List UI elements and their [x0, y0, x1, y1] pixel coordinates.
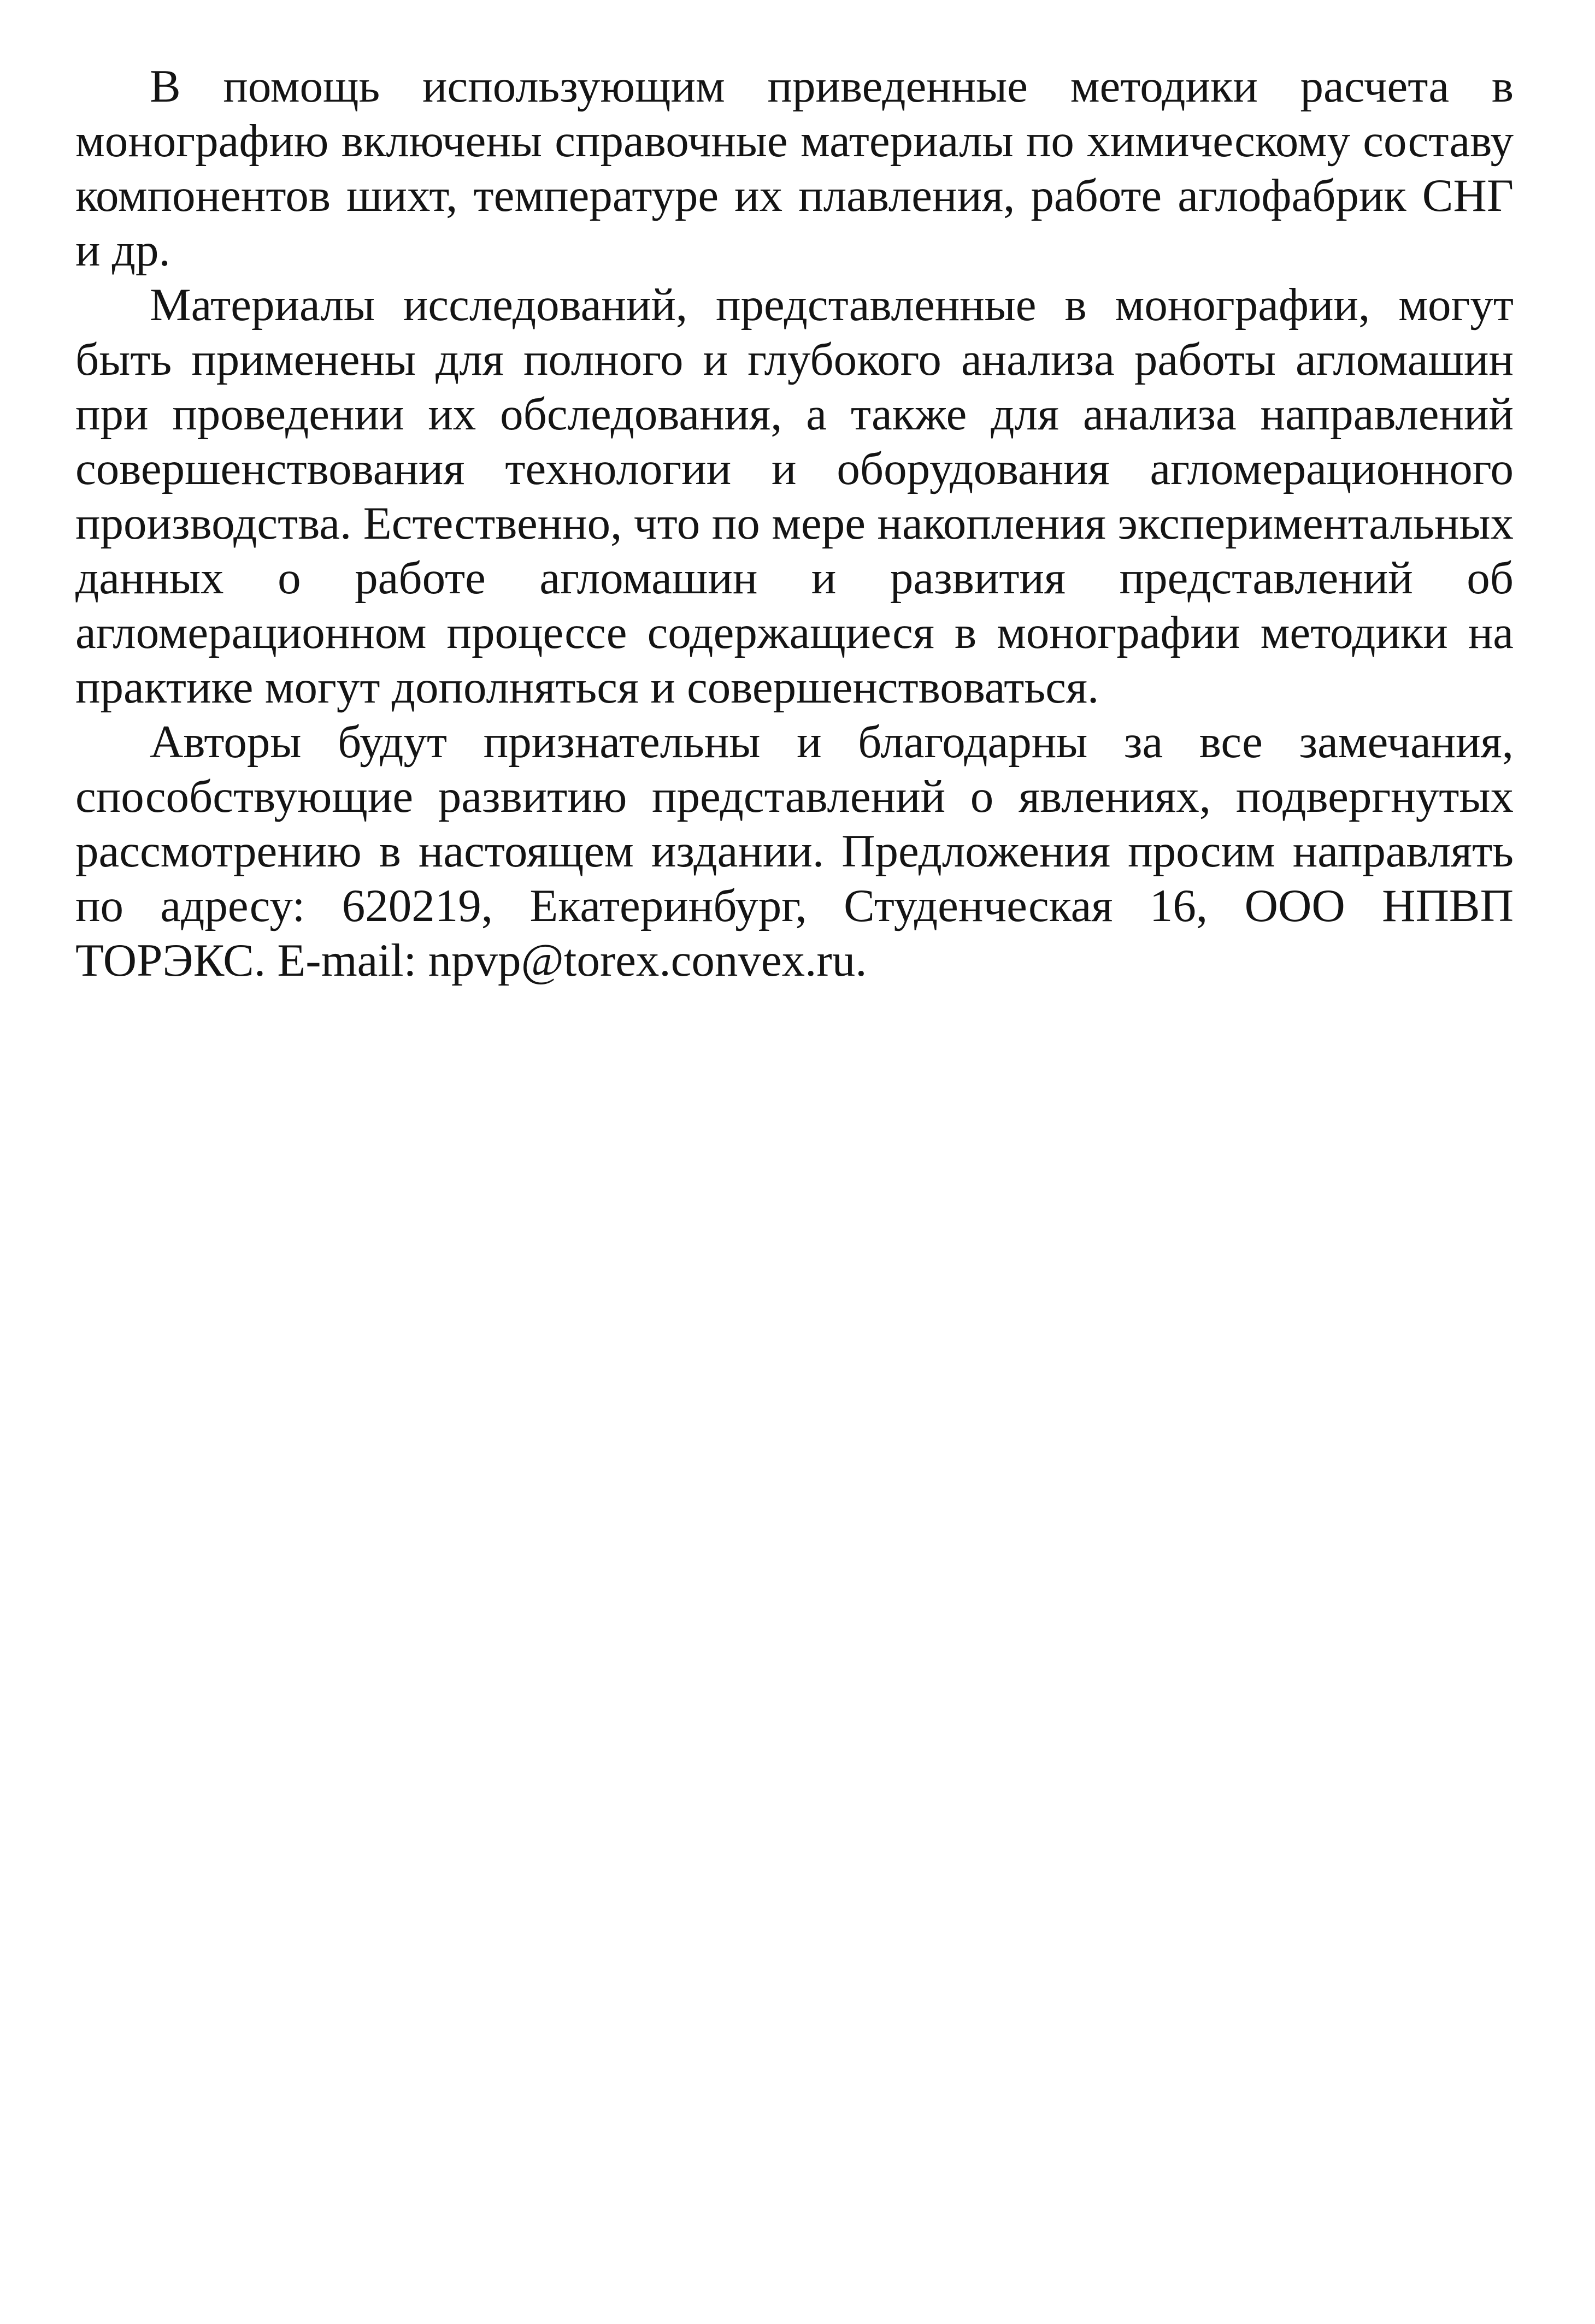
body-text: [75, 59, 1514, 988]
paragraph-research-materials: Материалы исследований, представленные в монографии, могут быть применены для полного и глубокого анализа работы агломашин при проведении их обследования, а также для анализа направлений совершенствования технологии и оборудования агломерационного производства. Естественно, что по мере накопления экспериментальных данных о работе агломашин и развития представлений об агломерационном процессе содержащиеся в монографии методики на практике могут дополняться и совершенствоваться.: [75, 279, 1514, 713]
paragraph-reference-materials: В помощь использующим приведенные методики расчета в монографию включены справочные материалы по химическому составу компонентов шихт, температуре их плавления, работе аглофабрик СНГ и др.: [75, 61, 1514, 276]
paragraph-authors-contact: Авторы будут признательны и благодарны за все замечания, способствующие развитию представлений о явлениях, подвергнутых рассмотрению в настоящем издании. Предложения просим направлять по адресу: 620219, Екатеринбург, Студенческая 16, ООО НПВП ТОРЭКС. E-mail: npvp@torex.convex.ru.: [75, 716, 1514, 986]
